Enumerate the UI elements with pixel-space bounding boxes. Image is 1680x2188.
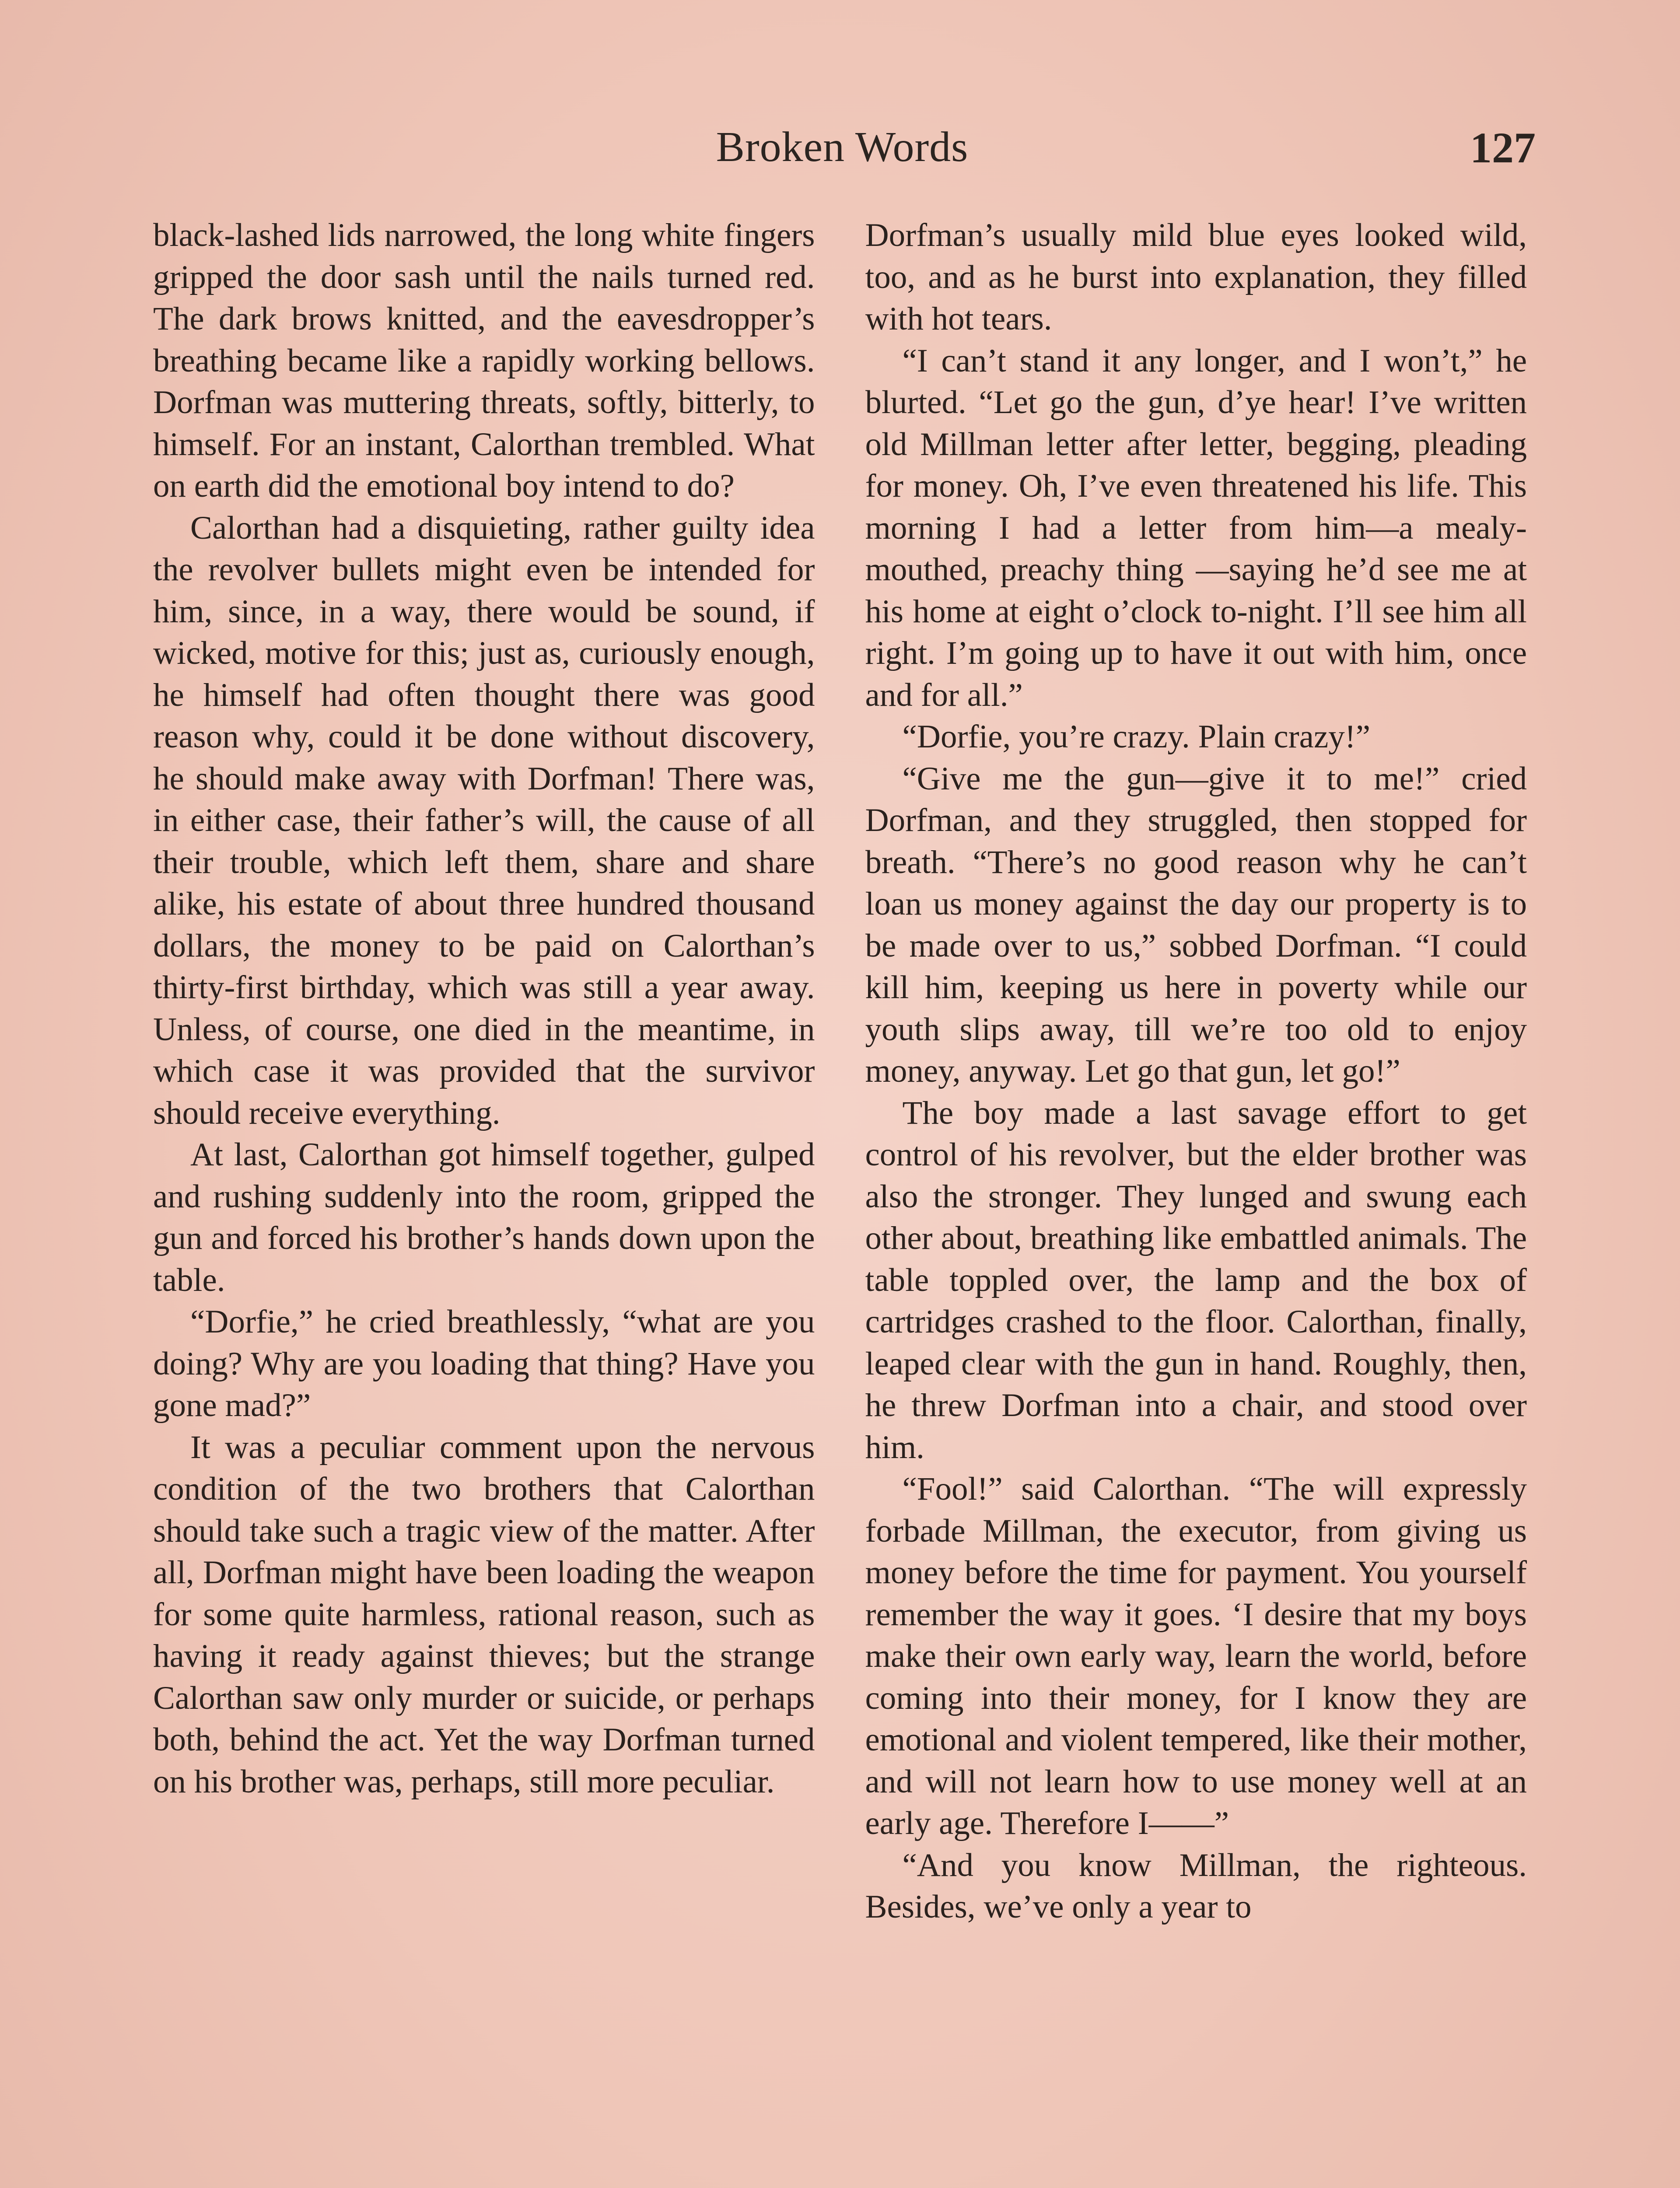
paragraph: “I can’t stand it any longer, and I won’t,” he blurted. “Let go the gun, d’ye hear! I’ve written old Millman letter after letter, begging, pleading for money. Oh, I’ve even threatened his life. This morning I had a letter from him—a mealy-mouthed, preachy thing —saying he’d see me at his home at eight o’clock to-night. I’ll see him all right. I’m going up to have it out with him, once and for all.”: [865, 342, 1527, 713]
paragraph: black-lashed lids narrowed, the long white fingers gripped the door sash until the nails turned red. The dark brows knitted, and the eavesdropper’s breathing became like a rapidly working bellows. Dorfman was muttering threats, softly, bitterly, to himself. For an instant, Calorthan trembled. What on earth did the emotional boy intend to do?: [153, 217, 815, 504]
paragraph: “Dorfie,” he cried breathlessly, “what are you doing? Why are you loading that thing? Have you gone mad?”: [153, 1304, 815, 1424]
running-title: Broken Words: [716, 123, 969, 171]
paragraph: “Give me the gun—give it to me!” cried Dorfman, and they struggled, then stopped for breath. “There’s no good reason why he can’t loan us money against the day our property is to be made over to us,” sobbed Dorfman. “I could kill him, keeping us here in poverty while our youth slips away, till we’re too old to enjoy money, anyway. Let go that gun, let go!”: [865, 760, 1527, 1089]
paragraph: Dorfman’s usually mild blue eyes looked wild, too, and as he burst into explanation, they filled with hot tears.: [865, 217, 1527, 337]
paragraph: At last, Calorthan got himself together, gulped and rushing suddenly into the room, gripped the gun and forced his brother’s hands down upon the table.: [153, 1136, 815, 1298]
left-column: [153, 214, 815, 2188]
page-header: [149, 123, 1536, 193]
paragraph: Calorthan had a disquieting, rather guilty idea the revolver bullets might even be intended for him, since, in a way, there would be sound, if wicked, motive for this; just as, curiously enough, he himself had often thought there was good reason why, could it be done without discovery, he should make away with Dorfman! There was, in either case, their father’s will, the cause of all their trouble, which left them, share and share alike, his estate of about three hundred thousand dollars, the money to be paid on Calorthan’s thirty-first birthday, which was still a year away. Unless, of course, one died in the meantime, in which case it was provided that the survivor should receive everything.: [153, 509, 815, 1131]
right-column: [865, 214, 1527, 2188]
page-number: 127: [1470, 123, 1536, 172]
paragraph: “Dorfie, you’re crazy. Plain crazy!”: [902, 719, 1371, 755]
paragraph: “Fool!” said Calorthan. “The will expressly forbade Millman, the executor, from giving us money before the time for payment. You yourself remember the way it goes. ‘I desire that my boys make their own early way, learn the world, before coming into their money, for I know they are emotional and violent tempered, like their mother, and will not learn how to use money well at an early age. Therefore I——”: [865, 1471, 1527, 1841]
paragraph: The boy made a last savage effort to get control of his revolver, but the elder brother was also the stronger. They lunged and swung each other about, breathing like embattled animals. The table toppled over, the lamp and the box of cartridges crashed to the floor. Calorthan, finally, leaped clear with the gun in hand. Roughly, then, he threw Dorfman into a chair, and stood over him.: [865, 1094, 1527, 1466]
text-columns: [153, 214, 1527, 2188]
paragraph: “And you know Millman, the righteous. Besides, we’ve only a year to: [865, 1847, 1527, 1925]
paragraph: It was a peculiar comment upon the nervous condition of the two brothers that Calorthan should take such a tragic view of the matter. After all, Dorfman might have been loading the weapon for some quite harmless, rational reason, such as having it ready against thieves; but the strange Calorthan saw only murder or suicide, or perhaps both, behind the act. Yet the way Dorfman turned on his brother was, perhaps, still more peculiar.: [153, 1429, 815, 1800]
